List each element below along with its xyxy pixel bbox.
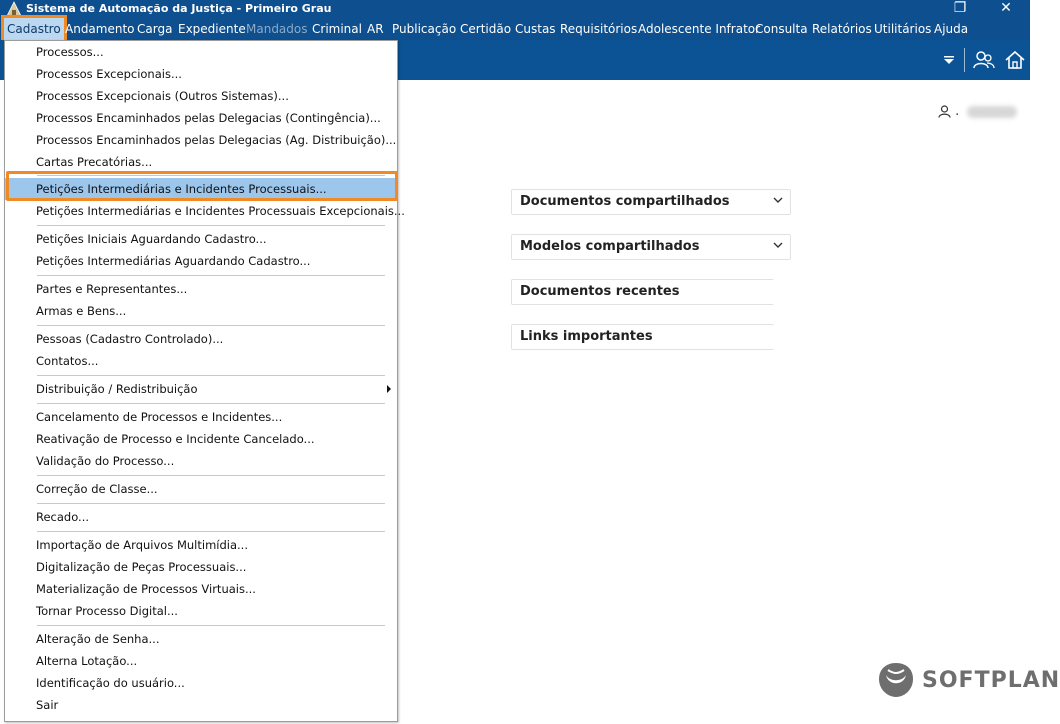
window-title: Sistema de Automação da Justiça - Primeiro Grau xyxy=(26,2,332,15)
menu-item-contatos[interactable]: Contatos... xyxy=(36,354,99,368)
user-name-prefix: . xyxy=(955,104,960,119)
app-logo-icon xyxy=(6,1,22,17)
menu-custas[interactable]: Custas xyxy=(515,22,556,36)
menu-adolescente-infrator[interactable]: Adolescente Infrator xyxy=(638,22,761,36)
menu-item-recado[interactable]: Recado... xyxy=(36,510,90,524)
menu-item-peticoes-iniciais-aguardando[interactable]: Petições Iniciais Aguardando Cadastro... xyxy=(36,232,267,246)
menu-andamento[interactable]: Andamento xyxy=(65,22,135,36)
panel-label: Documentos recentes xyxy=(520,284,680,299)
close-button[interactable]: ✕ xyxy=(1000,0,1012,16)
menu-item-validacao[interactable]: Validação do Processo... xyxy=(36,454,175,468)
menu-bar xyxy=(0,18,1030,40)
menu-item-processos-delegacias-distribuicao[interactable]: Processos Encaminhados pelas Delegacias (Ag. Distribuição)... xyxy=(36,133,397,147)
menu-item-identificacao-usuario[interactable]: Identificação do usuário... xyxy=(36,676,185,690)
user-name-redacted xyxy=(967,106,1017,118)
user-info xyxy=(938,104,1017,119)
menu-item-cartas-precatorias[interactable]: Cartas Precatórias... xyxy=(36,155,153,169)
menu-separator xyxy=(37,225,385,226)
menu-item-peticoes-intermediarias-excepcionais[interactable]: Petições Intermediárias e Incidentes Processuais Excepcionais... xyxy=(36,204,405,218)
menu-publicacao[interactable]: Publicação xyxy=(392,22,457,36)
menu-item-partes-representantes[interactable]: Partes e Representantes... xyxy=(36,282,188,296)
menu-item-processos-delegacias-contingencia[interactable]: Processos Encaminhados pelas Delegacias (Contingência)... xyxy=(36,111,381,125)
title-bar xyxy=(0,0,1030,18)
panel-links-importantes[interactable] xyxy=(511,324,774,350)
panel-label: Documentos compartilhados xyxy=(520,194,730,209)
menu-separator xyxy=(37,503,385,504)
restore-button[interactable]: ❐ xyxy=(953,0,967,16)
panel-label: Modelos compartilhados xyxy=(520,239,700,254)
menu-item-armas-bens[interactable]: Armas e Bens... xyxy=(36,304,127,318)
toolbar-separator xyxy=(964,48,965,72)
dropdown-arrow-icon[interactable] xyxy=(943,54,955,66)
menu-item-importacao-multimidia[interactable]: Importação de Arquivos Multimídia... xyxy=(36,538,248,552)
brand-name: SOFTPLAN xyxy=(922,668,1060,693)
menu-item-correcao-classe[interactable]: Correção de Classe... xyxy=(36,482,158,496)
panel-label: Links importantes xyxy=(520,329,653,344)
menu-item-peticoes-intermediarias-aguardando[interactable]: Petições Intermediárias Aguardando Cadastro... xyxy=(36,254,311,268)
user-icon xyxy=(938,105,951,118)
panel-documentos-recentes[interactable] xyxy=(511,279,774,305)
menu-requisitorios[interactable]: Requisitórios xyxy=(560,22,638,36)
menu-criminal[interactable]: Criminal xyxy=(312,22,362,36)
menu-item-processos[interactable]: Processos... xyxy=(36,45,104,59)
menu-item-materializacao[interactable]: Materialização de Processos Virtuais... xyxy=(36,582,256,596)
menu-item-processos-excepcionais[interactable]: Processos Excepcionais... xyxy=(36,67,182,81)
menu-item-pessoas[interactable]: Pessoas (Cadastro Controlado)... xyxy=(36,332,224,346)
menu-item-sair[interactable]: Sair xyxy=(36,698,59,712)
chevron-down-icon[interactable] xyxy=(772,194,784,206)
menu-item-peticoes-intermediarias[interactable]: Petições Intermediárias e Incidentes Processuais... xyxy=(5,178,397,200)
menu-item-tornar-digital[interactable]: Tornar Processo Digital... xyxy=(36,604,178,618)
chevron-down-icon[interactable] xyxy=(772,239,784,251)
menu-ajuda[interactable]: Ajuda xyxy=(934,22,969,36)
submenu-arrow-icon xyxy=(387,385,391,393)
menu-item-distribuicao[interactable]: Distribuição / Redistribuição xyxy=(5,378,397,400)
menu-separator xyxy=(37,375,385,376)
menu-mandados: Mandados xyxy=(246,22,308,36)
menu-cadastro[interactable]: Cadastro xyxy=(4,18,64,40)
menu-item-cancelamento[interactable]: Cancelamento de Processos e Incidentes... xyxy=(36,410,283,424)
cadastro-dropdown-menu xyxy=(4,40,405,722)
panel-modelos-compartilhados[interactable] xyxy=(511,234,791,260)
home-icon[interactable] xyxy=(1004,49,1026,71)
menu-ar[interactable]: AR xyxy=(367,22,384,36)
menu-item-digitalizacao[interactable]: Digitalização de Peças Processuais... xyxy=(36,560,247,574)
menu-separator xyxy=(37,403,385,404)
menu-item-alteracao-senha[interactable]: Alteração de Senha... xyxy=(36,632,160,646)
menu-certidao[interactable]: Certidão xyxy=(460,22,512,36)
menu-consulta[interactable]: Consulta xyxy=(755,22,808,36)
menu-utilitarios[interactable]: Utilitários xyxy=(874,22,932,36)
menu-item-reativacao[interactable]: Reativação de Processo e Incidente Cancelado... xyxy=(36,432,315,446)
menu-separator xyxy=(37,275,385,276)
menu-carga[interactable]: Carga xyxy=(137,22,173,36)
highlight-annotation-box xyxy=(6,171,398,201)
softplan-mark-icon xyxy=(876,660,916,700)
users-icon[interactable] xyxy=(973,49,995,71)
panel-documentos-compartilhados[interactable] xyxy=(511,189,791,215)
menu-item-processos-excepcionais-outros[interactable]: Processos Excepcionais (Outros Sistemas)... xyxy=(36,89,289,103)
menu-separator xyxy=(37,325,385,326)
menu-separator xyxy=(37,475,385,476)
menu-separator xyxy=(37,625,385,626)
menu-item-alterna-lotacao[interactable]: Alterna Lotação... xyxy=(36,654,138,668)
menu-expediente[interactable]: Expediente xyxy=(178,22,246,36)
softplan-logo xyxy=(876,660,1060,702)
menu-relatorios[interactable]: Relatórios xyxy=(812,22,872,36)
menu-separator xyxy=(37,531,385,532)
